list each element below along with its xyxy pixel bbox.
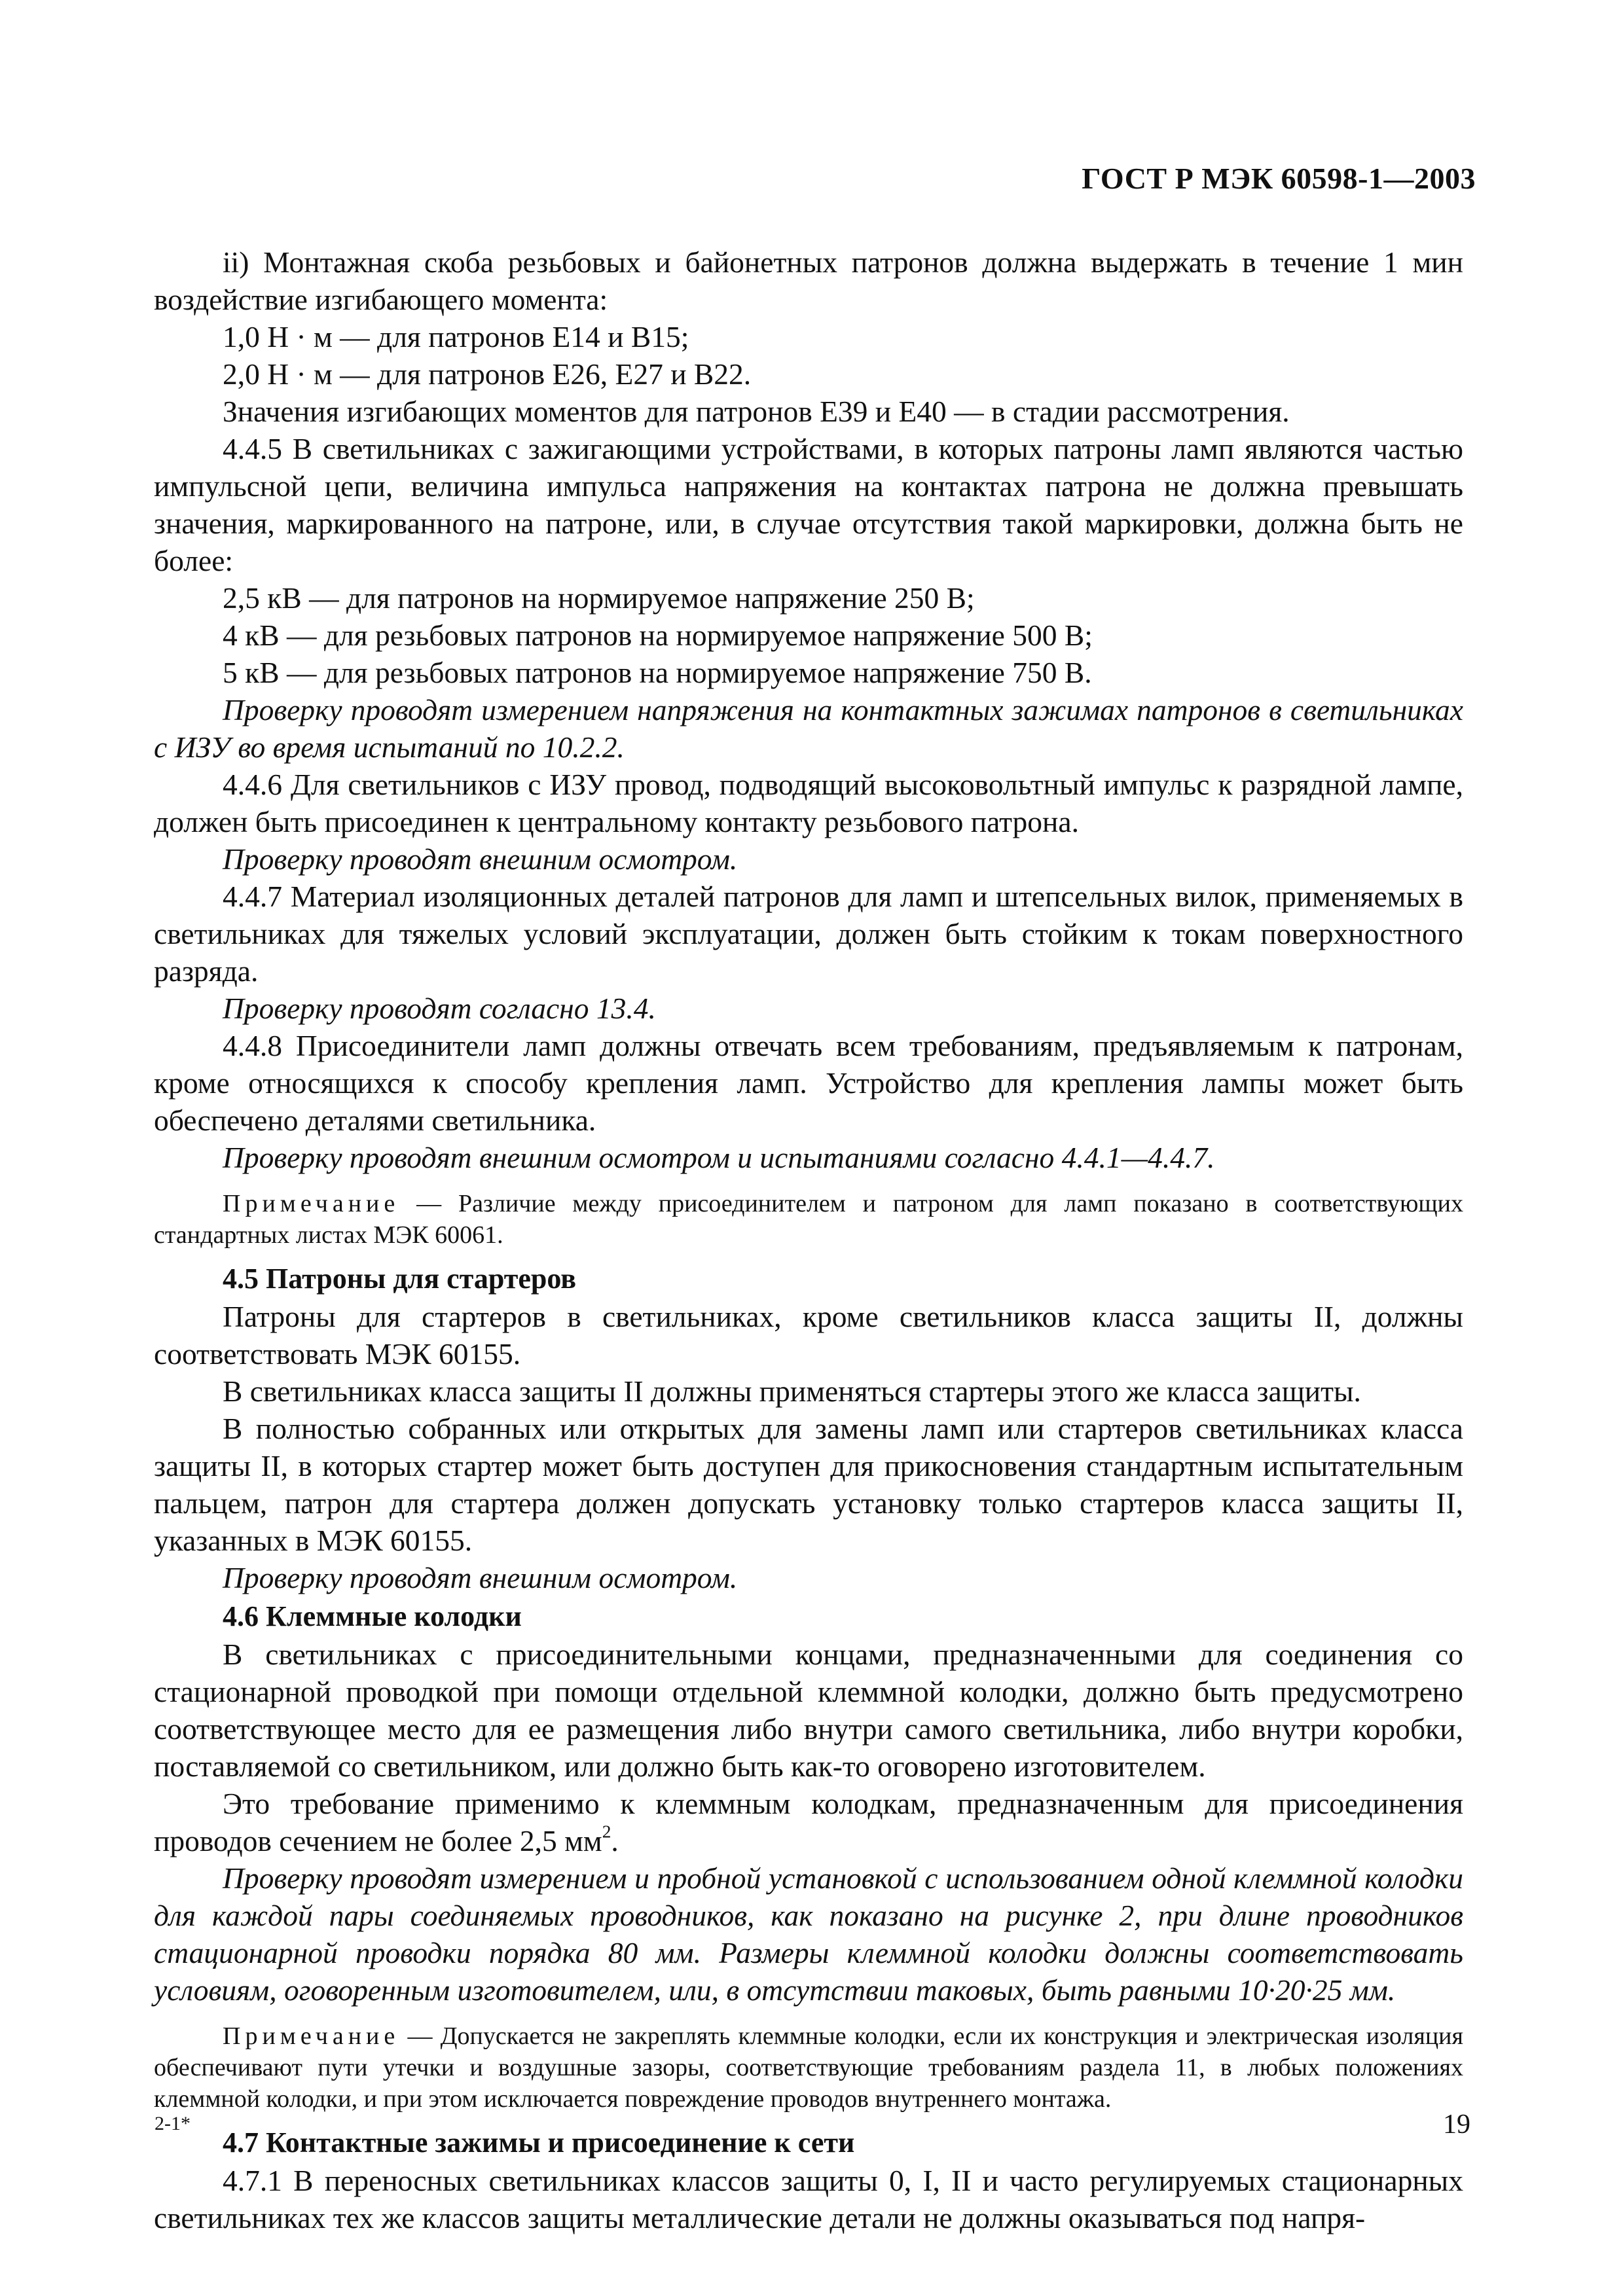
note bbox=[154, 2020, 1463, 2115]
paragraph: 4.4.7 Материал изоляционных деталей патронов для ламп и штепсельных вилок, применяемых в светильниках для тяжелых условий эксплуатации, должен быть стойким к токам поверхностного разряда. bbox=[154, 880, 1463, 988]
paragraph: 4.7.1 В переносных светильниках классов защиты 0, I, II и часто регулируемых стационарных светильниках тех же классов защиты металлические детали не должны оказываться под напря- bbox=[154, 2164, 1463, 2234]
verification-text: Проверку проводят согласно 13.4. bbox=[223, 992, 656, 1025]
verification-text: Проверку проводят измерением напряжения на контактных зажимах патронов в светильниках с ИЗУ во время испытаний по 10.2.2. bbox=[154, 693, 1463, 764]
paragraph: 4.4.5 В светильниках с зажигающими устройствами, в которых патроны ламп являются частью импульсной цепи, величина импульса напряжения на контактах патрона не должна превышать значения, маркированного на патроне, или, в случае отсутствия такой маркировки, должна быть не более: bbox=[154, 432, 1463, 577]
note-label: Примечание bbox=[223, 2022, 400, 2050]
note-text: — Различие между присоединителем и патроном для ламп показано в соответствующих стандартных листах МЭК 60061. bbox=[154, 1190, 1463, 1249]
paragraph: 4.4.8 Присоединители ламп должны отвечать всем требованиям, предъявляемым к патронам, кроме относящихся к способу крепления ламп. Устройство для крепления лампы может быть обеспечено деталями светильника. bbox=[154, 1029, 1463, 1137]
paragraph-end: . bbox=[611, 1824, 619, 1857]
document-body bbox=[154, 243, 1463, 2236]
note-label: Примечание bbox=[223, 1190, 400, 1217]
section-heading-4-5: 4.5 Патроны для стартеров bbox=[223, 1263, 577, 1295]
note-text: — Допускается не закреплять клеммные колодки, если их конструкция и электрическая изоляция обеспечивают пути утечки и воздушные зазоры, соответствующие требованиям раздела 11, в любых положениях клеммной колодки, и при этом исключается повреждение проводов внутреннего монтажа. bbox=[154, 2022, 1463, 2113]
paragraph: 4 кВ — для резьбовых патронов на нормируемое напряжение 500 В; bbox=[223, 619, 1093, 652]
verification-text: Проверку проводят внешним осмотром. bbox=[223, 1561, 738, 1594]
paragraph: 4.4.6 Для светильников с ИЗУ провод, подводящий высоковольтный импульс к разрядной лампе, должен быть присоединен к центральному контакту резьбового патрона. bbox=[154, 768, 1463, 838]
paragraph: Патроны для стартеров в светильниках, кроме светильников класса защиты II, должны соответствовать МЭК 60155. bbox=[154, 1300, 1463, 1371]
section-heading-4-7: 4.7 Контактные зажимы и присоединение к сети bbox=[223, 2126, 855, 2159]
paragraph: Значения изгибающих моментов для патронов Е39 и Е40 — в стадии рассмотрения. bbox=[223, 395, 1290, 428]
verification-text: Проверку проводят внешним осмотром. bbox=[223, 842, 738, 876]
paragraph: 5 кВ — для резьбовых патронов на нормируемое напряжение 750 В. bbox=[223, 656, 1092, 689]
paragraph: 1,0 Н · м — для патронов Е14 и В15; bbox=[223, 320, 689, 353]
verification-text: Проверку проводят внешним осмотром и испытаниями согласно 4.4.1—4.4.7. bbox=[223, 1141, 1215, 1174]
paragraph: 2,5 кВ — для патронов на нормируемое напряжение 250 В; bbox=[223, 581, 975, 615]
superscript: 2 bbox=[602, 1821, 611, 1842]
paragraph: 2,0 Н · м — для патронов Е26, Е27 и В22. bbox=[223, 357, 752, 391]
section-heading-4-6: 4.6 Клеммные колодки bbox=[223, 1600, 522, 1632]
paragraph: В светильниках класса защиты II должны применяться стартеры этого же класса защиты. bbox=[223, 1374, 1361, 1408]
paragraph: В полностью собранных или открытых для замены ламп или стартеров светильниках класса защиты II, в которых стартер может быть доступен для прикосновения стандартным испытательным пальцем, патрон для стартера должен допускать установку только стартеров класса защиты II, указанных в МЭК 60155. bbox=[154, 1412, 1463, 1557]
paragraph: В светильниках с присоединительными концами, предназначенными для соединения со стационарной проводкой при помощи отдельной клеммной колодки, должно быть предусмотрено соответствующее место для ее размещения либо внутри самого светильника, либо внутри коробки, поставляемой со светильником, или должно быть как-то оговорено изготовителем. bbox=[154, 1638, 1463, 1783]
sheet-mark: 2-1* bbox=[155, 2113, 191, 2134]
note bbox=[154, 1188, 1463, 1251]
paragraph-text: Это требование применимо к клеммным колодкам, предназначенным для присоединения проводов сечением не более 2,5 мм bbox=[154, 1787, 1463, 1857]
document-code: ГОСТ Р МЭК 60598-1—2003 bbox=[1082, 162, 1476, 195]
paragraph: ii) Монтажная скоба резьбовых и байонетных патронов должна выдержать в течение 1 мин воздействие изгибающего момента: bbox=[154, 245, 1463, 316]
paragraph bbox=[154, 1785, 1463, 1859]
verification-text: Проверку проводят измерением и пробной установкой с использованием одной клеммной колодки для каждой пары соединяемых проводников, как показано на рисунке 2, при длине проводников стационарной проводки порядка 80 мм. Размеры клеммной колодки должны соответствовать условиям, оговоренным изготовителем, или, в отсутствии таковых, быть равными 10·20·25 мм. bbox=[154, 1861, 1463, 2007]
page-number: 19 bbox=[1443, 2109, 1470, 2140]
